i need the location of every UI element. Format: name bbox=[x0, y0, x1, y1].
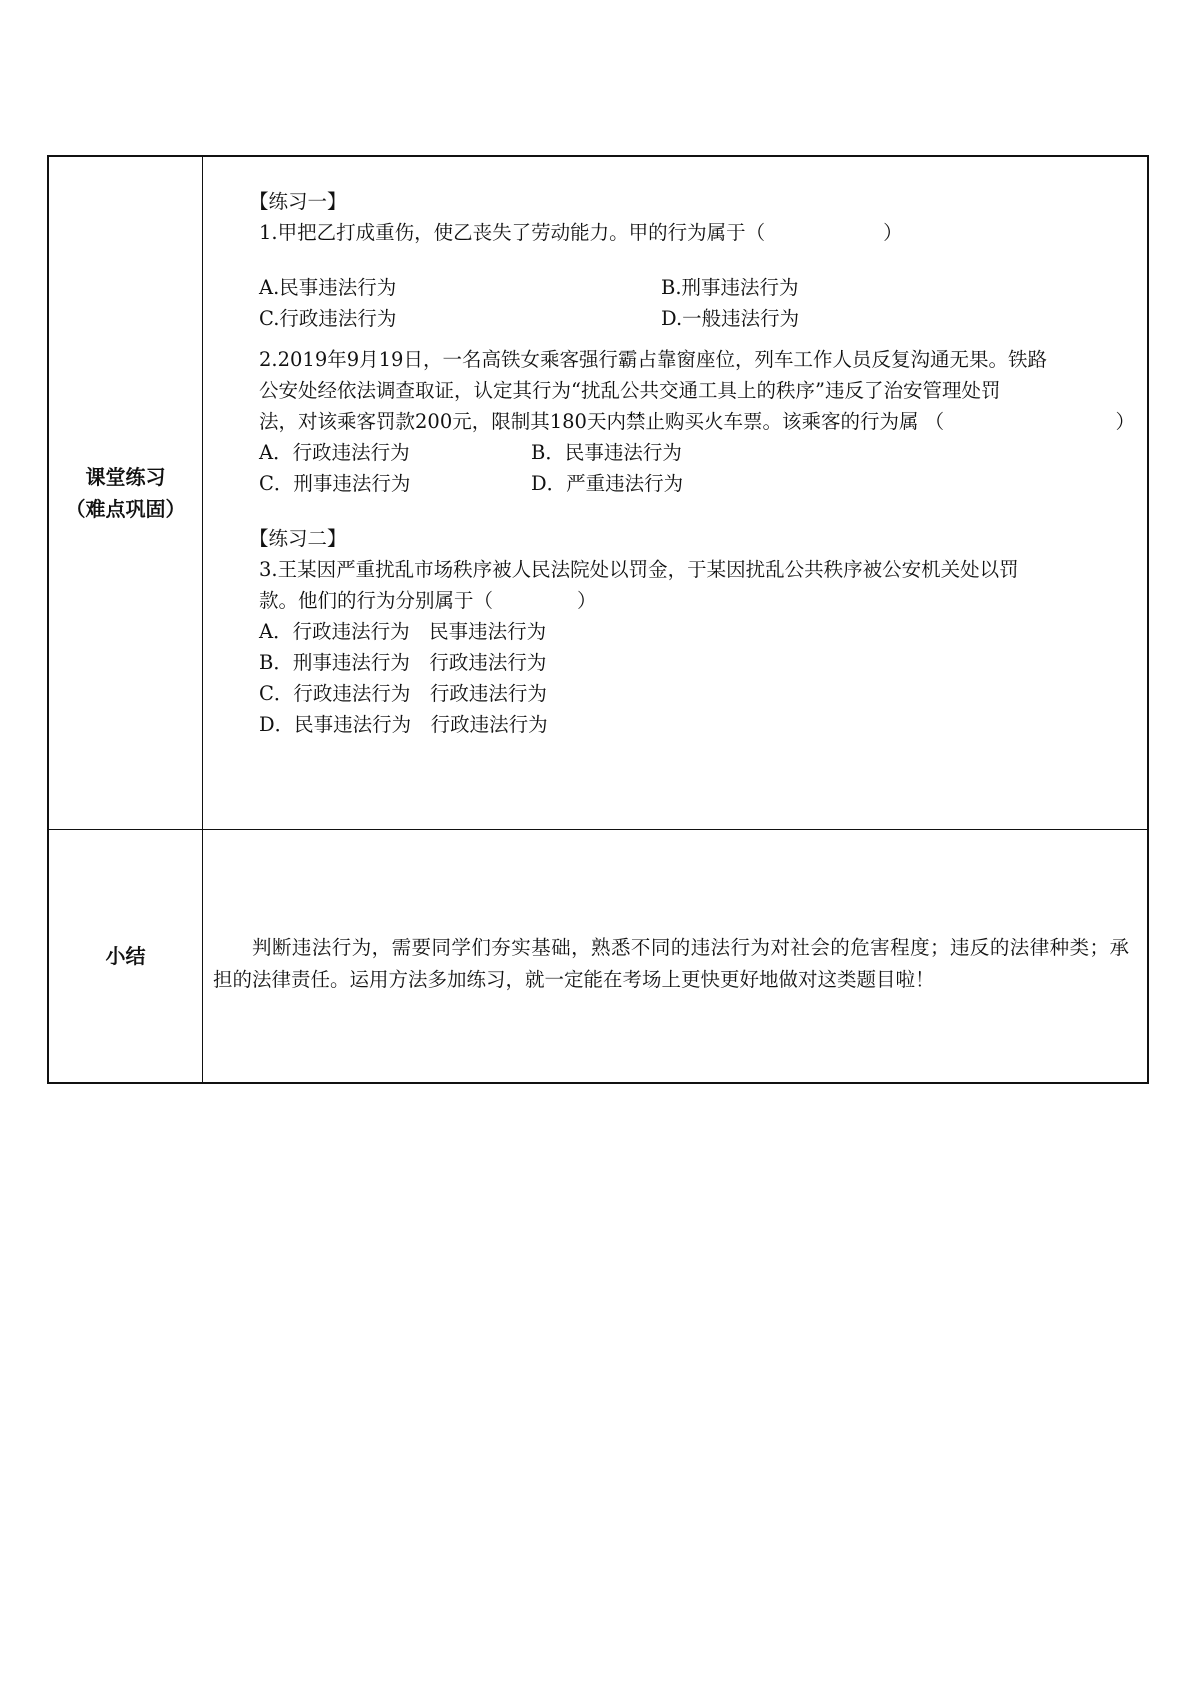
question-1-options-row-1 bbox=[259, 272, 1135, 303]
practice-row bbox=[48, 156, 1148, 830]
practice-label-cell bbox=[48, 156, 203, 830]
practice-content bbox=[203, 157, 1147, 740]
question-2-close: ） bbox=[1115, 410, 1135, 433]
exercise-1-heading: 【练习一】 bbox=[249, 190, 347, 213]
question-1-options-row-2 bbox=[259, 303, 1135, 334]
question-2-options-row-1 bbox=[259, 437, 1135, 468]
question-2-line-3 bbox=[259, 406, 1135, 437]
question-2-options-row-2 bbox=[259, 468, 1135, 499]
question-3-line-2 bbox=[259, 585, 1135, 616]
question-2-option-b: B．民事违法行为 bbox=[531, 441, 682, 464]
question-2-line-2: 公安处经依法调查取证，认定其行为“扰乱公共交通工具上的秩序”违反了治安管理处罚 bbox=[259, 379, 1001, 402]
summary-text: 判断违法行为，需要同学们夯实基础，熟悉不同的违法行为对社会的危害程度；违反的法律种类；承担的法律责任。运用方法多加练习，就一定能在考场上更快更好地做对这类题目啦！ bbox=[213, 936, 1129, 991]
summary-content bbox=[203, 830, 1147, 996]
question-2-stem-end: 法，对该乘客罚款200元，限制其180天内禁止购买火车票。该乘客的行为属 （ bbox=[259, 410, 945, 433]
question-2-option-a: A．行政违法行为 bbox=[259, 441, 410, 464]
question-3-option-a: A．行政违法行为 民事违法行为 bbox=[259, 620, 547, 643]
lesson-table bbox=[47, 155, 1149, 1084]
question-3-line-1: 3.王某因严重扰乱市场秩序被人民法院处以罚金，于某因扰乱公共秩序被公安机关处以罚 bbox=[259, 558, 1019, 581]
question-1-stem: 1.甲把乙打成重伤，使乙丧失了劳动能力。甲的行为属于（ bbox=[259, 221, 766, 244]
question-2-option-c: C．刑事违法行为 bbox=[259, 472, 411, 495]
practice-sublabel: （难点巩固） bbox=[65, 497, 186, 521]
question-1-option-c: C.行政违法行为 bbox=[259, 307, 397, 330]
practice-content-cell bbox=[203, 156, 1149, 830]
summary-label-cell bbox=[48, 830, 203, 1084]
exercise-2-heading: 【练习二】 bbox=[249, 527, 347, 550]
question-1-option-a: A.民事违法行为 bbox=[259, 276, 397, 299]
question-2-option-d: D．严重违法行为 bbox=[531, 472, 684, 495]
question-3-close: ） bbox=[577, 589, 597, 612]
question-1-close: ） bbox=[883, 221, 903, 244]
question-1-option-d: D.一般违法行为 bbox=[661, 307, 800, 330]
question-1-option-b: B.刑事违法行为 bbox=[661, 276, 799, 299]
question-3-option-d: D．民事违法行为 行政违法行为 bbox=[259, 713, 548, 736]
summary-row bbox=[48, 830, 1148, 1084]
question-3-stem-end: 款。他们的行为分别属于（ bbox=[259, 589, 494, 612]
question-2-line-1: 2.2019年9月19日，一名高铁女乘客强行霸占靠窗座位，列车工作人员反复沟通无果。铁路 bbox=[259, 348, 1047, 371]
question-3-option-c: C．行政违法行为 行政违法行为 bbox=[259, 682, 547, 705]
question-1 bbox=[259, 217, 1135, 248]
practice-label: 课堂练习 bbox=[85, 465, 166, 489]
summary-label: 小结 bbox=[105, 944, 146, 968]
summary-content-cell bbox=[203, 830, 1149, 1084]
question-3-option-b: B．刑事违法行为 行政违法行为 bbox=[259, 651, 547, 674]
